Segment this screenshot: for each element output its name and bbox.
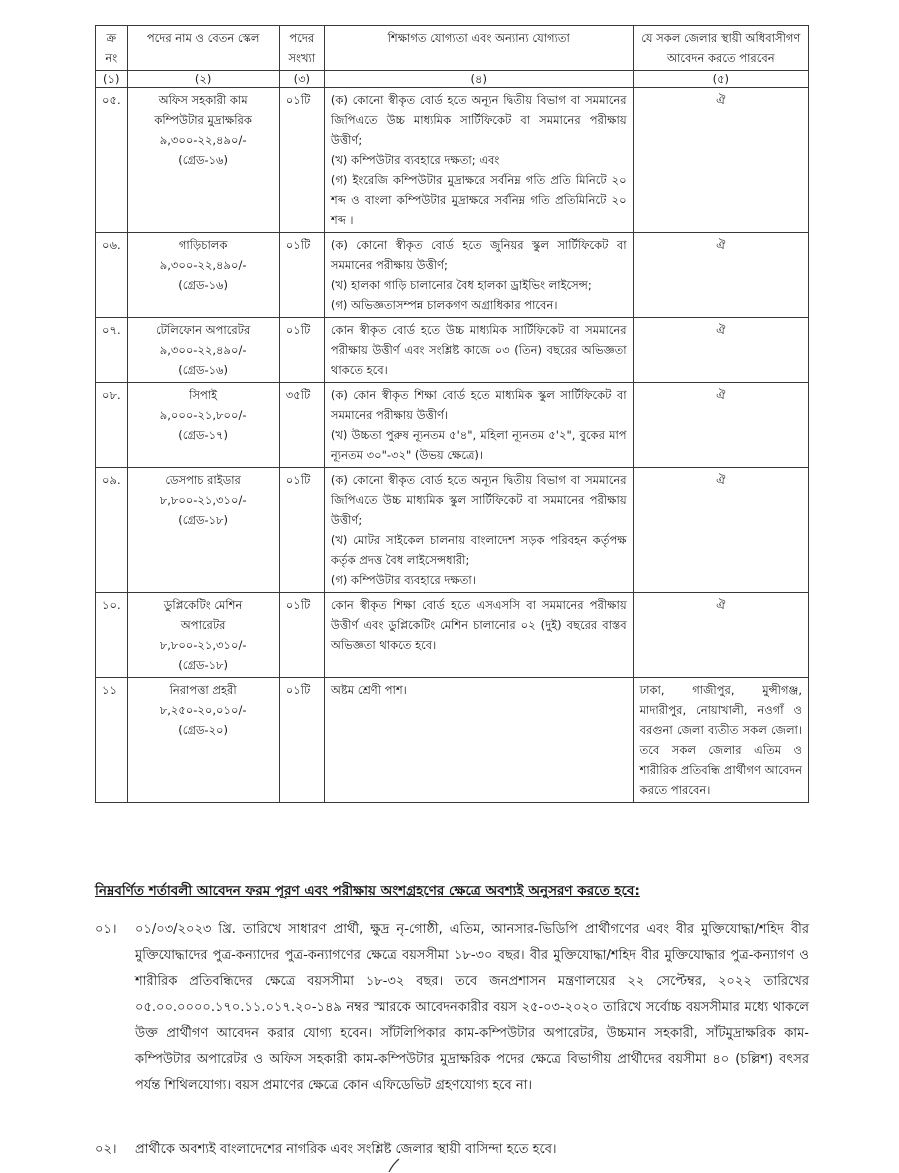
post-cell	[127, 468, 279, 593]
districts-cell: ঢাকা, গাজীপুর, মুন্সীগঞ্জ, মাদারীপুর, নোয়াখালী, নওগাঁ ও বরগুনা জেলা ব্যতীত সকল জেলা। তবে সকল জেলার এতিম ও শারীরিক প্রতিবন্ধি প্রার্থীগণ আবেদন করতে পারবেন।	[633, 678, 808, 803]
post-line: ডেসপাচ রাইডার	[165, 473, 241, 487]
qualification-line: কোন স্বীকৃত শিক্ষা বোর্ড হতে এসএসসি বা সমমানের পরীক্ষায় উত্তীর্ণ এবং ডুপ্লিকেটিং মেশিন চালানোর ০২ (দুই) বছরের বাস্তব অভিজ্ঞতা থাকতে হবে।	[330, 598, 627, 652]
serial-cell: ০৭.	[96, 318, 128, 383]
column-number: (৪)	[324, 71, 633, 88]
districts-cell: ঐ	[633, 233, 808, 318]
count-cell: ০১টি	[279, 233, 324, 318]
post-line: ৮,২৫০-২০,০১০/-	[159, 703, 247, 717]
conditions-heading: নিম্নবর্ণিত শর্তাবলী আবেদন ফরম পূরণ এবং পরীক্ষায় অংশগ্রহণের ক্ষেত্রে অবশ্যই অনুসরণ করতে হবে:	[95, 883, 640, 899]
post-line: ডুপ্লিকেটিং মেশিন	[163, 598, 243, 612]
qualification-cell	[324, 468, 633, 593]
column-number-row	[96, 71, 809, 88]
qualification-line: অষ্টম শ্রেণী পাশ।	[330, 683, 407, 697]
header-qualification: শিক্ষাগত যোগ্যতা এবং অন্যান্য যোগ্যতা	[324, 26, 633, 71]
table-row	[96, 678, 809, 803]
count-cell: ০১টি	[279, 593, 324, 678]
serial-cell: ১০.	[96, 593, 128, 678]
post-line: (গ্রেড-১৬)	[178, 153, 229, 167]
districts-cell: ঐ	[633, 383, 808, 468]
qualification-line: (ক) কোন স্বীকৃত শিক্ষা বোর্ড হতে মাধ্যমিক স্কুল সার্টিফিকেট বা সমমানের পরীক্ষায় উত্তীর্ণ।	[330, 388, 627, 422]
header-serial: ক্র নং	[96, 26, 128, 71]
qualification-line: (গ) অভিজ্ঞতাসম্পন্ন চালকগণ অগ্রাধিকার পাবেন।	[330, 298, 558, 312]
count-cell: ০১টি	[279, 678, 324, 803]
condition-text: ০১/০৩/২০২৩ খ্রি. তারিখে সাধারণ প্রার্থী, ক্ষুদ্র নৃ-গোষ্ঠী, এতিম, আনসার-ভিডিপি প্রার্থীগণের এবং বীর মুক্তিযোদ্ধা/শহিদ বীর মুক্তিযোদ্ধাদের পুত্র-কন্যাদের পুত্র-কন্যাগণের ক্ষেত্রে বয়সসীমা ১৮-৩০ বছর। বীর মুক্তিযোদ্ধা/শহিদ বীর মুক্তিযোদ্ধার পুত্র-কন্যাগণ ও শারীরিক প্রতিবন্ধিদের ক্ষেত্রে বয়সসীমা ১৮-৩২ বছর। তবে জনপ্রশাসন মন্ত্রণালয়ের ২২ সেপ্টেম্বর, ২০২২ তারিখের ০৫.০০.০০০০.১৭০.১১.০১৭.২০-১৪৯ নম্বর স্মারকে আবেদনকারীর বয়স ২৫-০৩-২০২০ তারিখে সর্বোচ্চ বয়সসীমার মধ্যে থাকলে উক্ত প্রার্থীগণ আবেদন করার যোগ্য হবেন। সাঁটলিপিকার কাম-কম্পিউটার অপারেটর, উচ্চমান সহকারী, সাঁটমুদ্রাক্ষরিক কাম-কম্পিউটার অপারেটর ও অফিস সহকারী কাম-কম্পিউটার মুদ্রাক্ষরিক পদের ক্ষেত্রে বিভাগীয় প্রার্থীদের বয়সীমা ৪০ (চল্লিশ) বৎসর পর্যন্ত শিথিলযোগ্য। বয়স প্রমাণের ক্ষেত্রে কোন এফিডেভিট গ্রহণযোগ্য হবে না।	[135, 922, 809, 1093]
post-cell	[127, 318, 279, 383]
post-line: কম্পিউটার মুদ্রাক্ষরিক	[154, 113, 252, 127]
pen-mark	[385, 1158, 405, 1173]
count-cell: ০১টি	[279, 468, 324, 593]
qualification-cell	[324, 593, 633, 678]
qualification-line: (গ) কম্পিউটার ব্যবহারে দক্ষতা।	[330, 573, 476, 587]
post-line: গাড়িচালক	[178, 238, 228, 252]
post-line: নিরাপত্তা প্রহরী	[169, 683, 237, 697]
serial-cell: ০৮.	[96, 383, 128, 468]
header-districts: যে সকল জেলার স্থায়ী অধিবাসীগণ আবেদন করতে পারবেন	[633, 26, 808, 71]
header-count: পদের সংখ্যা	[279, 26, 324, 71]
post-cell	[127, 233, 279, 318]
table-row	[96, 383, 809, 468]
post-line: (গ্রেড-১৮)	[178, 513, 229, 527]
column-number: (৫)	[633, 71, 808, 88]
table-row	[96, 468, 809, 593]
qualification-line: (গ) ইংরেজি কম্পিউটার মুদ্রাক্ষরে সর্বনিম্ন গতি প্রতি মিনিটে ২০ শব্দ ও বাংলা কম্পিউটার মুদ্রাক্ষরে সর্বনিম্ন গতি প্রতিমিনিটে ২০ শব্দ ।	[330, 173, 627, 227]
qualification-line: কোন স্বীকৃত বোর্ড হতে উচ্চ মাধ্যমিক সার্টিফিকেট বা সমমানের পরীক্ষায় উত্তীর্ণ এবং সংশ্লিষ্ট কাজে ০৩ (তিন) বছরের অভিজ্ঞতা থাকতে হবে।	[330, 323, 627, 377]
column-number: (৩)	[279, 71, 324, 88]
condition-item	[95, 917, 809, 1099]
districts-cell: ঐ	[633, 318, 808, 383]
column-number: (২)	[127, 71, 279, 88]
post-line: ৯,৩০০-২২,৪৯০/-	[159, 343, 247, 357]
post-line: অপারেটর	[180, 618, 226, 632]
post-cell	[127, 88, 279, 233]
qualification-cell	[324, 678, 633, 803]
post-line: ৮,৮০০-২১,৩১০/-	[159, 493, 247, 507]
post-line: ৯,৩০০-২২,৪৯০/-	[159, 133, 247, 147]
post-line: অফিস সহকারী কাম	[158, 93, 248, 107]
post-line: ৯,০০০-২১,৮০০/-	[159, 408, 247, 422]
qualification-cell	[324, 383, 633, 468]
post-line: (গ্রেড-১৭)	[178, 428, 229, 442]
serial-cell: ০৬.	[96, 233, 128, 318]
post-cell	[127, 678, 279, 803]
post-line: (গ্রেড-১৬)	[178, 278, 229, 292]
job-rows	[96, 88, 809, 803]
districts-cell: ঐ	[633, 593, 808, 678]
post-cell	[127, 383, 279, 468]
qualification-cell	[324, 318, 633, 383]
count-cell: ৩৫টি	[279, 383, 324, 468]
condition-number: ০২।	[95, 1142, 117, 1157]
post-line: (গ্রেড-১৮)	[178, 658, 229, 672]
qualification-line: (খ) কম্পিউটার ব্যবহারে দক্ষতা; এবং	[330, 153, 500, 167]
count-cell: ০১টি	[279, 318, 324, 383]
condition-text: প্রার্থীকে অবশ্যই বাংলাদেশের নাগরিক এবং সংশ্লিষ্ট জেলার স্থায়ী বাসিন্দা হতে হবে।	[135, 1142, 557, 1157]
header-post: পদের নাম ও বেতন স্কেল	[127, 26, 279, 71]
qualification-line: (ক) কোনো স্বীকৃত বোর্ড হতে অন্যূন দ্বিতীয় বিভাগ বা সমমানের জিপিএতে উচ্চ মাধ্যমিক সার্টিফিকেট বা সমমানের পরীক্ষায় উত্তীর্ণ;	[330, 93, 627, 147]
qualification-line: (খ) মোটর সাইকেল চালনায় বাংলাদেশ সড়ক পরিবহন কর্তৃপক্ষ কর্তৃক প্রদত্ত বৈধ লাইসেন্সধারী;	[330, 533, 627, 567]
qualification-line: (খ) হালকা গাড়ি চালানোর বৈধ হালকা ড্রাইভিং লাইসেন্স;	[330, 278, 592, 292]
post-line: (গ্রেড-২০)	[178, 723, 229, 737]
post-line: (গ্রেড-১৬)	[178, 363, 229, 377]
districts-cell: ঐ	[633, 88, 808, 233]
job-vacancy-table	[95, 25, 809, 803]
qualification-line: (খ) উচ্চতা পুরুষ ন্যূনতম ৫'৪", মহিলা ন্যূনতম ৫'২", বুকের মাপ ন্যূনতম ৩০"-৩২" (উভয় ক্ষেত্রে)।	[330, 428, 627, 462]
qualification-cell	[324, 88, 633, 233]
table-header-row	[96, 26, 809, 71]
count-cell: ০১টি	[279, 88, 324, 233]
post-line: টেলিফোন অপারেটর	[155, 323, 251, 337]
serial-cell: ০৫.	[96, 88, 128, 233]
table-row	[96, 233, 809, 318]
qualification-cell	[324, 233, 633, 318]
post-line: সিপাই	[189, 388, 218, 402]
post-line: ৯,৩০০-২২,৪৯০/-	[159, 258, 247, 272]
serial-cell: ১১	[96, 678, 128, 803]
qualification-line: (ক) কোনো স্বীকৃত বোর্ড হতে জুনিয়র স্কুল সার্টিফিকেট বা সমমানের পরীক্ষায় উত্তীর্ণ;	[330, 238, 627, 272]
column-number: (১)	[96, 71, 128, 88]
condition-item	[95, 1137, 809, 1163]
serial-cell: ০৯.	[96, 468, 128, 593]
post-cell	[127, 593, 279, 678]
table-row	[96, 593, 809, 678]
table-row	[96, 318, 809, 383]
post-line: ৮,৮০০-২১,৩১০/-	[159, 638, 247, 652]
condition-number: ০১।	[95, 922, 117, 937]
qualification-line: (ক) কোনো স্বীকৃত বোর্ড হতে অন্যূন দ্বিতীয় বিভাগ বা সমমানের জিপিএতে উচ্চ মাধ্যমিক স্কুল সার্টিফিকেট বা সমমানের পরীক্ষায় উত্তীর্ণ;	[330, 473, 627, 527]
table-row	[96, 88, 809, 233]
districts-cell: ঐ	[633, 468, 808, 593]
